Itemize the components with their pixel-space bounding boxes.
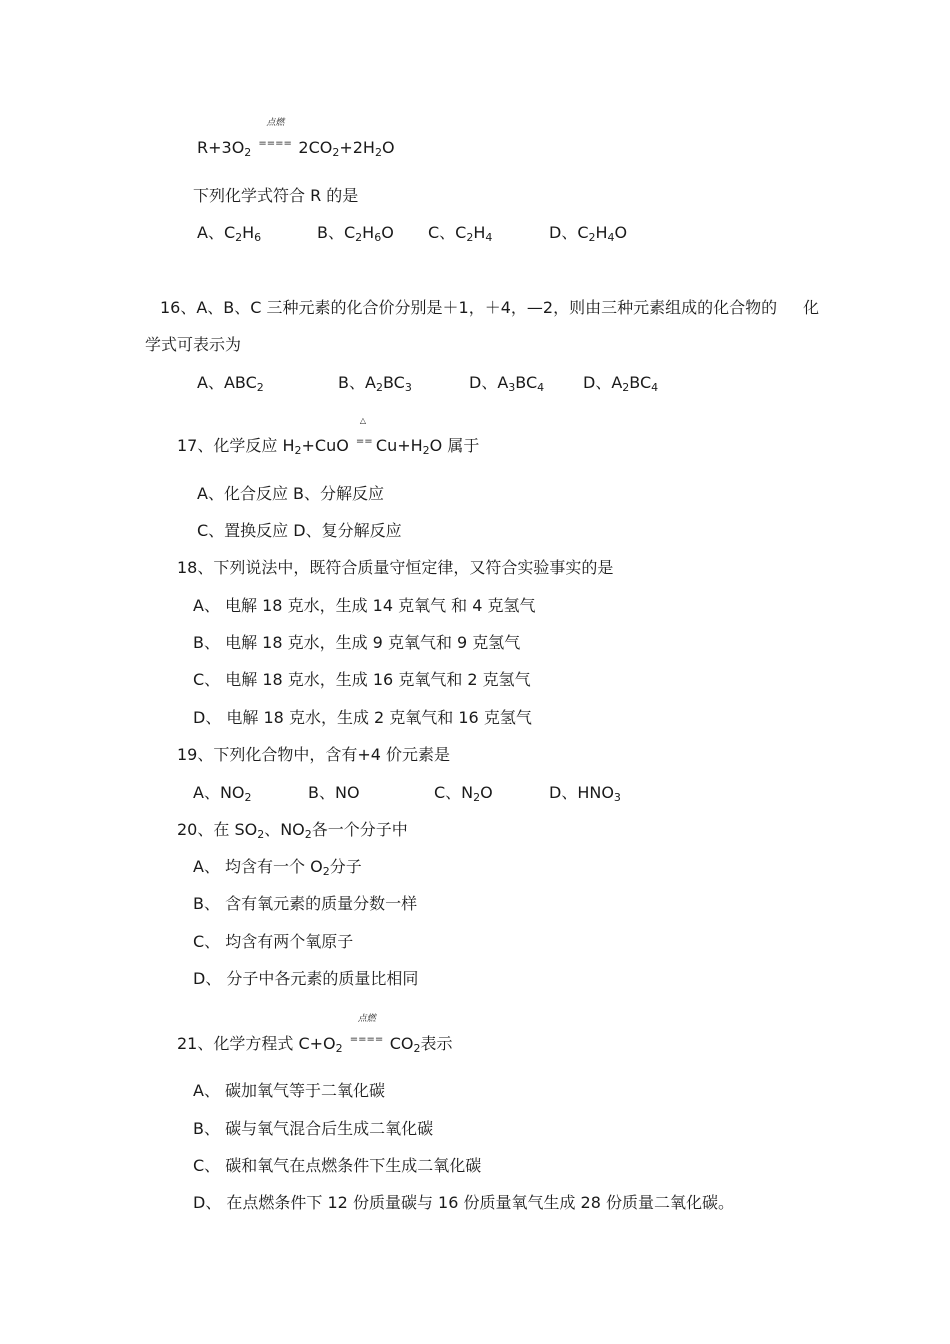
option-c[interactable]: C、N2O [434, 783, 493, 804]
question-19-stem: 19、下列化合物中，含有+4 价元素是 [177, 745, 451, 764]
option-text: BC [629, 373, 652, 392]
stem-text: CO [389, 1034, 414, 1053]
option-text: O [614, 223, 628, 242]
option-a[interactable]: A、 电解 18 克水，生成 14 克氧气 和 4 克氢气 [193, 596, 536, 615]
option-text: O [480, 783, 493, 802]
option-text: H [362, 223, 375, 242]
option-c[interactable]: C、 均含有两个氧原子 [193, 932, 354, 951]
option-text: A、C [197, 223, 236, 242]
option-c[interactable]: C、 碳和氧气在点燃条件下生成二氧化碳 [193, 1156, 482, 1175]
stem-text: 、NO [264, 820, 305, 839]
option-b[interactable]: B、C2H6O [317, 223, 394, 244]
option-text: A、NO [193, 783, 245, 802]
option-text: BC [515, 373, 538, 392]
option-text: B、NO [308, 783, 360, 802]
option-text: D、C [549, 223, 589, 242]
question-21-stem: 21、化学方程式 C+O2 点燃 ==== CO2表示 [177, 1014, 453, 1055]
option-b[interactable]: B、A2BC3 [338, 373, 412, 394]
stem-text: +CuO [301, 436, 349, 455]
eq-text: R+3O [197, 138, 245, 157]
option-d-first[interactable]: D、A3BC4 [469, 373, 545, 394]
reaction-condition: △ [359, 416, 367, 425]
option-text: D、A [469, 373, 509, 392]
option-text: D、HNO [549, 783, 614, 802]
reaction-arrow [256, 118, 298, 158]
stem-text: 21、化学方程式 C+O [177, 1034, 336, 1053]
reaction-arrow [348, 1014, 390, 1054]
question-16-stem: 16、A、B、C 三种元素的化合价分别是＋1，＋4，—2，则由三种元素组成的化合物的 [160, 298, 778, 317]
option-a[interactable]: A、 均含有一个 O2分子 [193, 857, 362, 878]
option-b[interactable]: B、 碳与氧气混合后生成二氧化碳 [193, 1119, 434, 1138]
option-text: B、C [317, 223, 356, 242]
stem-text: 20、在 SO [177, 820, 258, 839]
option-text: 分子 [329, 857, 362, 876]
option-text: C、N [434, 783, 474, 802]
option-text: A、 均含有一个 O [193, 857, 323, 876]
question-17-stem: 17、化学反应 H2+CuO △ == Cu+H2O 属于 [177, 416, 480, 457]
stem-text: 各一个分子中 [311, 820, 408, 839]
eq-text: +2H [339, 138, 375, 157]
question-17-options-line2[interactable]: C、置换反应 D、复分解反应 [197, 521, 402, 540]
reaction-bars: == [355, 436, 373, 447]
option-a[interactable]: A、NO2 [193, 783, 252, 804]
reaction-condition: 点燃 [266, 118, 285, 128]
option-a[interactable]: A、ABC2 [197, 373, 264, 394]
reaction-bars: ==== [258, 138, 292, 149]
question-16-stem-line2: 学式可表示为 [145, 335, 242, 354]
option-text: D、A [583, 373, 623, 392]
reaction-arrow [354, 416, 376, 456]
option-b[interactable] [308, 783, 360, 803]
option-text: BC [382, 373, 405, 392]
option-b[interactable]: B、 含有氧元素的质量分数一样 [193, 894, 418, 913]
question-20-stem: 20、在 SO2、NO2各一个分子中 [177, 820, 408, 841]
option-text: O [381, 223, 394, 242]
option-text: H [242, 223, 255, 242]
reaction-condition: 点燃 [357, 1014, 376, 1024]
option-b[interactable]: B、 电解 18 克水，生成 9 克氧气和 9 克氢气 [193, 633, 521, 652]
question-16-stem-tail: 化 [803, 298, 820, 317]
eq-text: 2CO [298, 138, 333, 157]
question-18-stem: 18、下列说法中，既符合质量守恒定律，又符合实验事实的是 [177, 558, 614, 577]
option-text: A、ABC [197, 373, 257, 392]
option-d[interactable]: D、 电解 18 克水，生成 2 克氧气和 16 克氢气 [193, 708, 532, 727]
option-text: B、A [338, 373, 376, 392]
stem-text: Cu+H [375, 436, 423, 455]
option-d[interactable]: D、 在点燃条件下 12 份质量碳与 16 份质量氧气生成 28 份质量二氧化碳。 [193, 1193, 735, 1212]
option-d-second[interactable]: D、A2BC4 [583, 373, 659, 394]
stem-text: 17、化学反应 H [177, 436, 295, 455]
stem-text: O 属于 [429, 436, 480, 455]
question-17-options-line1[interactable]: A、化合反应 B、分解反应 [197, 484, 385, 503]
option-c[interactable]: C、C2H4 [428, 223, 493, 244]
stem-text: 表示 [420, 1034, 453, 1053]
option-text: H [473, 223, 486, 242]
option-d[interactable]: D、HNO3 [549, 783, 621, 804]
option-text: C、C [428, 223, 467, 242]
reaction-bars: ==== [349, 1034, 384, 1045]
option-c[interactable]: C、 电解 18 克水，生成 16 克氧气和 2 克氢气 [193, 670, 531, 689]
option-a[interactable]: A、 碳加氧气等于二氧化碳 [193, 1081, 386, 1100]
option-text: H [595, 223, 608, 242]
option-a[interactable]: A、C2H6 [197, 223, 262, 244]
eq-text: O [381, 138, 395, 157]
question-15-stem: 下列化学式符合 R 的是 [193, 186, 359, 205]
equation-q15: R+3O2 点燃 ==== 2CO2+2H2O [197, 118, 395, 159]
option-d[interactable]: D、C2H4O [549, 223, 628, 244]
option-d[interactable]: D、 分子中各元素的质量比相同 [193, 969, 419, 988]
